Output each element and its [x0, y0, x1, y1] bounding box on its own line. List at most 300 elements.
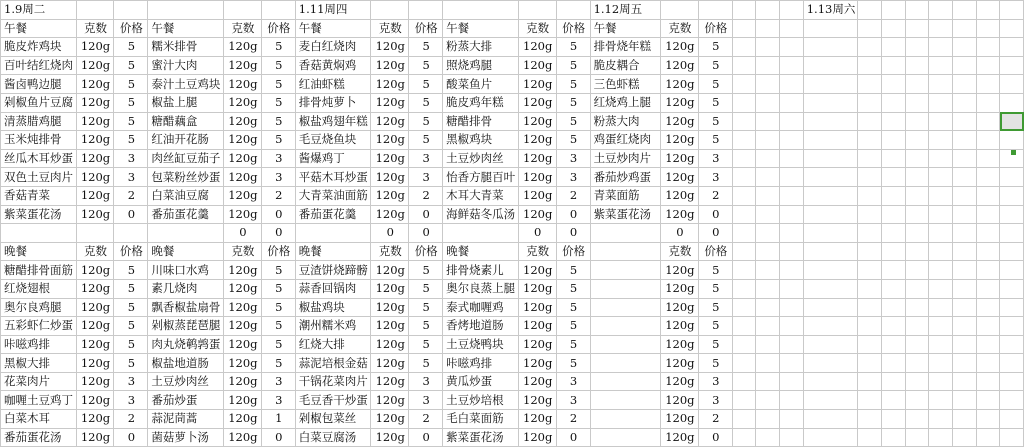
table-cell[interactable] — [929, 410, 953, 429]
table-cell[interactable] — [881, 186, 905, 205]
table-cell[interactable] — [976, 186, 1000, 205]
table-cell[interactable]: 120g — [223, 75, 261, 94]
table-cell[interactable] — [732, 93, 756, 112]
table-cell[interactable]: 5 — [698, 56, 732, 75]
table-cell[interactable] — [952, 279, 976, 298]
table-cell[interactable] — [803, 298, 858, 317]
table-cell[interactable] — [803, 75, 858, 94]
table-cell[interactable]: 青菜面筋 — [590, 186, 660, 205]
table-cell[interactable] — [952, 298, 976, 317]
table-cell[interactable]: 海鲜菇冬瓜汤 — [443, 205, 519, 224]
table-cell[interactable]: 5 — [698, 38, 732, 57]
table-cell[interactable] — [976, 224, 1000, 243]
table-cell[interactable] — [976, 298, 1000, 317]
table-cell[interactable]: 120g — [76, 261, 114, 280]
table-cell[interactable]: 剁椒蒸琵琶腿 — [148, 317, 224, 336]
table-cell[interactable] — [976, 279, 1000, 298]
table-cell[interactable] — [929, 224, 953, 243]
table-cell[interactable] — [929, 112, 953, 131]
table-cell[interactable] — [976, 168, 1000, 187]
table-cell[interactable]: 素几烧肉 — [148, 279, 224, 298]
table-cell[interactable] — [780, 335, 804, 354]
table-cell[interactable] — [756, 112, 780, 131]
table-cell[interactable]: 红烧翅根 — [1, 279, 77, 298]
table-cell[interactable]: 5 — [409, 298, 443, 317]
table-cell[interactable]: 120g — [660, 410, 698, 429]
table-cell[interactable]: 120g — [223, 372, 261, 391]
table-cell[interactable]: 0 — [261, 224, 295, 243]
table-cell[interactable] — [929, 205, 953, 224]
table-cell[interactable]: 包菜粉丝炒蛋 — [148, 168, 224, 187]
table-cell[interactable] — [1000, 354, 1024, 373]
table-cell[interactable] — [803, 317, 858, 336]
table-cell[interactable] — [732, 354, 756, 373]
table-cell[interactable]: 克数 — [660, 242, 698, 261]
table-cell[interactable] — [148, 224, 224, 243]
table-cell[interactable] — [929, 391, 953, 410]
table-cell[interactable] — [881, 279, 905, 298]
table-cell[interactable]: 120g — [76, 335, 114, 354]
table-cell[interactable]: 120g — [371, 75, 409, 94]
table-cell[interactable] — [952, 242, 976, 261]
table-cell[interactable]: 糯米排骨 — [148, 38, 224, 57]
table-cell[interactable] — [929, 186, 953, 205]
table-cell[interactable]: 番茄蛋花羹 — [295, 205, 371, 224]
table-cell[interactable]: 三色虾糕 — [590, 75, 660, 94]
table-cell[interactable] — [732, 38, 756, 57]
table-cell[interactable]: 蒜泥茼蒿 — [148, 410, 224, 429]
table-cell[interactable]: 120g — [371, 428, 409, 447]
table-cell[interactable]: 120g — [518, 410, 556, 429]
table-cell[interactable] — [780, 75, 804, 94]
table-cell[interactable]: 120g — [76, 410, 114, 429]
table-cell[interactable]: 3 — [261, 391, 295, 410]
table-cell[interactable] — [881, 391, 905, 410]
table-cell[interactable]: 咔嗞鸡排 — [1, 335, 77, 354]
table-cell[interactable] — [952, 56, 976, 75]
table-cell[interactable]: 5 — [698, 261, 732, 280]
table-cell[interactable] — [976, 261, 1000, 280]
table-cell[interactable]: 土豆炒培根 — [443, 391, 519, 410]
table-cell[interactable]: 椒盐上腿 — [148, 93, 224, 112]
table-cell[interactable] — [858, 1, 882, 20]
table-cell[interactable] — [1000, 298, 1024, 317]
table-cell[interactable]: 120g — [76, 75, 114, 94]
table-cell[interactable]: 5 — [409, 93, 443, 112]
table-cell[interactable]: 价格 — [698, 242, 732, 261]
table-cell[interactable] — [803, 428, 858, 447]
table-cell[interactable]: 糖醋藕盒 — [148, 112, 224, 131]
table-cell[interactable]: 飘香椒盐扇骨 — [148, 298, 224, 317]
table-cell[interactable]: 3 — [114, 149, 148, 168]
table-cell[interactable] — [858, 19, 882, 38]
table-cell[interactable] — [756, 298, 780, 317]
table-cell[interactable] — [780, 354, 804, 373]
table-cell[interactable] — [929, 131, 953, 150]
table-cell[interactable]: 脆皮炸鸡块 — [1, 38, 77, 57]
table-cell[interactable] — [952, 261, 976, 280]
table-cell[interactable]: 剁椒包菜丝 — [295, 410, 371, 429]
table-cell[interactable]: 3 — [261, 149, 295, 168]
table-cell[interactable]: 0 — [261, 205, 295, 224]
table-cell[interactable]: 清蒸腊鸡腿 — [1, 112, 77, 131]
table-cell[interactable]: 5 — [114, 112, 148, 131]
table-cell[interactable]: 香菇黄焖鸡 — [295, 56, 371, 75]
table-cell[interactable] — [881, 38, 905, 57]
table-cell[interactable] — [881, 56, 905, 75]
table-cell[interactable]: 白菜木耳 — [1, 410, 77, 429]
table-cell[interactable] — [223, 1, 261, 20]
table-cell[interactable]: 120g — [660, 168, 698, 187]
table-cell[interactable] — [881, 224, 905, 243]
table-cell[interactable]: 120g — [660, 354, 698, 373]
table-cell[interactable] — [858, 298, 882, 317]
table-cell[interactable]: 克数 — [518, 242, 556, 261]
table-cell[interactable]: 5 — [698, 335, 732, 354]
table-cell[interactable] — [858, 372, 882, 391]
table-cell[interactable]: 5 — [409, 335, 443, 354]
table-cell[interactable]: 5 — [261, 75, 295, 94]
table-cell[interactable] — [780, 1, 804, 20]
table-cell[interactable]: 2 — [114, 410, 148, 429]
table-cell[interactable]: 0 — [698, 428, 732, 447]
table-cell[interactable]: 120g — [518, 391, 556, 410]
table-cell[interactable] — [409, 1, 443, 20]
table-cell[interactable]: 120g — [660, 279, 698, 298]
table-cell[interactable] — [590, 317, 660, 336]
table-cell[interactable]: 价格 — [409, 19, 443, 38]
table-cell[interactable]: 平菇木耳炒蛋 — [295, 168, 371, 187]
table-cell[interactable] — [780, 149, 804, 168]
table-cell[interactable] — [952, 38, 976, 57]
table-cell[interactable] — [590, 242, 660, 261]
table-cell[interactable]: 晚餐 — [1, 242, 77, 261]
table-cell[interactable]: 120g — [660, 205, 698, 224]
table-cell[interactable]: 120g — [371, 168, 409, 187]
table-cell[interactable]: 120g — [660, 75, 698, 94]
table-cell[interactable] — [858, 149, 882, 168]
table-cell[interactable]: 价格 — [261, 242, 295, 261]
table-cell[interactable]: 120g — [223, 112, 261, 131]
table-cell[interactable] — [590, 372, 660, 391]
table-cell[interactable]: 大青菜油面筋 — [295, 186, 371, 205]
table-cell[interactable] — [976, 38, 1000, 57]
table-cell[interactable]: 1 — [261, 410, 295, 429]
table-cell[interactable] — [756, 75, 780, 94]
table-cell[interactable] — [371, 1, 409, 20]
table-cell[interactable]: 120g — [660, 391, 698, 410]
table-cell[interactable] — [1, 224, 77, 243]
table-cell[interactable]: 5 — [114, 335, 148, 354]
table-cell[interactable]: 双色土豆肉片 — [1, 168, 77, 187]
table-cell[interactable]: 紫菜蛋花汤 — [1, 205, 77, 224]
table-cell[interactable] — [1000, 279, 1024, 298]
table-cell[interactable] — [803, 131, 858, 150]
table-cell[interactable]: 0 — [409, 428, 443, 447]
table-cell[interactable]: 5 — [409, 75, 443, 94]
table-cell[interactable] — [929, 428, 953, 447]
table-cell[interactable] — [905, 56, 929, 75]
table-cell[interactable] — [732, 372, 756, 391]
table-cell[interactable]: 5 — [114, 56, 148, 75]
table-cell[interactable]: 5 — [556, 56, 590, 75]
table-cell[interactable]: 午餐 — [148, 19, 224, 38]
table-cell[interactable]: 番茄炒蛋 — [148, 391, 224, 410]
table-cell[interactable]: 晚餐 — [295, 242, 371, 261]
table-cell[interactable]: 香烤地道肠 — [443, 317, 519, 336]
table-cell[interactable] — [976, 75, 1000, 94]
table-cell[interactable] — [780, 56, 804, 75]
table-cell[interactable]: 120g — [76, 186, 114, 205]
table-cell[interactable] — [976, 1, 1000, 20]
table-cell[interactable] — [756, 391, 780, 410]
table-cell[interactable]: 5 — [698, 131, 732, 150]
table-cell[interactable] — [905, 410, 929, 429]
table-cell[interactable]: 120g — [660, 38, 698, 57]
table-cell[interactable]: 120g — [660, 149, 698, 168]
table-cell[interactable] — [952, 335, 976, 354]
table-cell[interactable]: 番茄蛋花汤 — [1, 428, 77, 447]
table-cell[interactable]: 5 — [409, 261, 443, 280]
table-cell[interactable]: 120g — [660, 428, 698, 447]
table-cell[interactable]: 120g — [518, 56, 556, 75]
table-cell[interactable] — [780, 38, 804, 57]
table-cell[interactable] — [952, 112, 976, 131]
table-cell[interactable] — [929, 19, 953, 38]
table-cell[interactable]: 120g — [371, 261, 409, 280]
table-cell[interactable] — [881, 335, 905, 354]
table-cell[interactable] — [780, 131, 804, 150]
table-cell[interactable]: 排骨烧素儿 — [443, 261, 519, 280]
table-cell[interactable]: 五彩虾仁炒蛋 — [1, 317, 77, 336]
table-cell[interactable]: 川味口水鸡 — [148, 261, 224, 280]
table-cell[interactable] — [881, 410, 905, 429]
table-cell[interactable]: 2 — [698, 186, 732, 205]
table-cell[interactable] — [976, 428, 1000, 447]
table-cell[interactable] — [590, 410, 660, 429]
table-cell[interactable]: 5 — [114, 261, 148, 280]
table-cell[interactable] — [881, 298, 905, 317]
table-cell[interactable]: 价格 — [409, 242, 443, 261]
table-cell[interactable]: 泰式咖喱鸡 — [443, 298, 519, 317]
table-cell[interactable]: 0 — [114, 428, 148, 447]
table-cell[interactable]: 排骨烧年糕 — [590, 38, 660, 57]
table-cell[interactable] — [1000, 261, 1024, 280]
table-cell[interactable] — [905, 38, 929, 57]
table-cell[interactable] — [929, 279, 953, 298]
table-cell[interactable]: 120g — [223, 410, 261, 429]
table-cell[interactable]: 120g — [518, 168, 556, 187]
table-cell[interactable]: 120g — [76, 93, 114, 112]
table-cell[interactable]: 酱卤鸭边腿 — [1, 75, 77, 94]
table-cell[interactable] — [858, 205, 882, 224]
table-cell[interactable] — [732, 391, 756, 410]
table-cell[interactable] — [756, 224, 780, 243]
table-cell[interactable]: 3 — [698, 391, 732, 410]
table-cell[interactable] — [756, 335, 780, 354]
table-cell[interactable]: 5 — [114, 298, 148, 317]
table-cell[interactable]: 克数 — [518, 19, 556, 38]
table-cell[interactable]: 黑椒大排 — [1, 354, 77, 373]
table-cell[interactable]: 120g — [518, 335, 556, 354]
table-cell[interactable] — [905, 261, 929, 280]
table-cell[interactable] — [732, 242, 756, 261]
table-cell[interactable]: 紫菜蛋花汤 — [443, 428, 519, 447]
table-cell[interactable]: 120g — [518, 279, 556, 298]
table-cell[interactable] — [1000, 75, 1024, 94]
table-cell[interactable] — [858, 410, 882, 429]
table-cell[interactable]: 蒜泥培根金菇 — [295, 354, 371, 373]
table-cell[interactable] — [556, 1, 590, 20]
table-cell[interactable]: 120g — [371, 112, 409, 131]
table-cell[interactable]: 3 — [261, 372, 295, 391]
table-cell[interactable] — [1000, 93, 1024, 112]
table-cell[interactable] — [803, 93, 858, 112]
table-cell[interactable]: 克数 — [76, 242, 114, 261]
table-cell[interactable]: 奥尔良蒸上腿 — [443, 279, 519, 298]
table-cell[interactable]: 5 — [409, 112, 443, 131]
table-cell[interactable]: 0 — [556, 205, 590, 224]
table-cell[interactable]: 120g — [223, 131, 261, 150]
table-cell[interactable]: 5 — [114, 279, 148, 298]
table-cell[interactable]: 克数 — [371, 19, 409, 38]
table-cell[interactable] — [803, 335, 858, 354]
table-cell[interactable]: 120g — [223, 335, 261, 354]
table-cell[interactable] — [881, 1, 905, 20]
table-cell[interactable] — [976, 354, 1000, 373]
table-cell[interactable] — [976, 205, 1000, 224]
table-cell[interactable]: 黑椒鸡块 — [443, 131, 519, 150]
table-cell[interactable]: 120g — [371, 186, 409, 205]
table-cell[interactable]: 120g — [660, 298, 698, 317]
table-cell[interactable] — [952, 428, 976, 447]
table-cell[interactable] — [732, 56, 756, 75]
table-cell[interactable] — [803, 112, 858, 131]
table-cell[interactable]: 120g — [660, 261, 698, 280]
table-cell[interactable] — [976, 19, 1000, 38]
table-cell[interactable] — [780, 112, 804, 131]
table-cell[interactable]: 120g — [223, 186, 261, 205]
table-cell[interactable]: 豆渣饼烧蹄髈 — [295, 261, 371, 280]
table-cell[interactable]: 120g — [223, 317, 261, 336]
table-cell[interactable] — [929, 242, 953, 261]
table-cell[interactable] — [905, 428, 929, 447]
table-cell[interactable] — [1000, 56, 1024, 75]
table-cell[interactable] — [952, 354, 976, 373]
table-cell[interactable] — [756, 261, 780, 280]
table-cell[interactable] — [881, 19, 905, 38]
table-cell[interactable]: 120g — [518, 428, 556, 447]
table-cell[interactable] — [780, 93, 804, 112]
table-cell[interactable] — [732, 75, 756, 94]
table-cell[interactable] — [881, 75, 905, 94]
table-cell[interactable] — [590, 298, 660, 317]
table-cell[interactable]: 120g — [76, 391, 114, 410]
table-cell[interactable] — [443, 1, 519, 20]
table-cell[interactable] — [1000, 410, 1024, 429]
table-cell[interactable]: 5 — [261, 56, 295, 75]
table-cell[interactable]: 照烧鸡腿 — [443, 56, 519, 75]
table-cell[interactable] — [756, 410, 780, 429]
table-cell[interactable] — [756, 131, 780, 150]
table-cell[interactable]: 120g — [371, 38, 409, 57]
table-cell[interactable] — [952, 224, 976, 243]
table-cell[interactable] — [929, 335, 953, 354]
table-cell[interactable] — [905, 19, 929, 38]
table-cell[interactable] — [976, 335, 1000, 354]
table-cell[interactable]: 0 — [698, 205, 732, 224]
table-cell[interactable]: 2 — [409, 410, 443, 429]
table-cell[interactable]: 5 — [556, 112, 590, 131]
table-cell[interactable] — [76, 224, 114, 243]
table-cell[interactable]: 120g — [371, 93, 409, 112]
table-cell[interactable] — [881, 317, 905, 336]
table-cell[interactable] — [803, 205, 858, 224]
table-cell[interactable] — [780, 224, 804, 243]
table-cell[interactable] — [976, 56, 1000, 75]
table-cell[interactable] — [905, 391, 929, 410]
table-cell[interactable] — [952, 131, 976, 150]
table-cell[interactable]: 5 — [556, 279, 590, 298]
table-cell[interactable]: 120g — [223, 261, 261, 280]
table-cell[interactable] — [976, 317, 1000, 336]
table-cell[interactable]: 120g — [223, 279, 261, 298]
table-cell[interactable]: 5 — [698, 75, 732, 94]
table-cell[interactable] — [858, 168, 882, 187]
table-cell[interactable] — [1000, 242, 1024, 261]
table-cell[interactable] — [590, 335, 660, 354]
table-cell[interactable] — [114, 224, 148, 243]
table-cell[interactable] — [929, 354, 953, 373]
table-cell[interactable]: 午餐 — [443, 19, 519, 38]
table-cell[interactable]: 5 — [556, 298, 590, 317]
table-cell[interactable] — [803, 242, 858, 261]
table-cell[interactable] — [732, 298, 756, 317]
table-cell[interactable] — [929, 261, 953, 280]
table-cell[interactable]: 5 — [114, 38, 148, 57]
table-cell[interactable]: 白菜豆腐汤 — [295, 428, 371, 447]
table-cell[interactable]: 120g — [371, 298, 409, 317]
table-cell[interactable]: 120g — [223, 354, 261, 373]
table-cell[interactable]: 3 — [409, 149, 443, 168]
table-cell[interactable] — [518, 1, 556, 20]
table-cell[interactable] — [756, 1, 780, 20]
table-cell[interactable] — [952, 205, 976, 224]
table-cell[interactable]: 毛白菜面筋 — [443, 410, 519, 429]
table-cell[interactable] — [803, 186, 858, 205]
table-cell[interactable] — [803, 56, 858, 75]
table-cell[interactable] — [905, 168, 929, 187]
table-cell[interactable] — [905, 335, 929, 354]
table-cell[interactable]: 2 — [261, 186, 295, 205]
table-cell[interactable]: 番茄蛋花羹 — [148, 205, 224, 224]
table-cell[interactable]: 5 — [698, 354, 732, 373]
table-cell[interactable]: 脆皮耦合 — [590, 56, 660, 75]
table-cell[interactable]: 120g — [518, 354, 556, 373]
table-cell[interactable] — [858, 391, 882, 410]
table-cell[interactable]: 百叶结红烧肉 — [1, 56, 77, 75]
table-cell[interactable] — [261, 1, 295, 20]
table-cell[interactable] — [881, 372, 905, 391]
table-cell[interactable] — [905, 298, 929, 317]
table-cell[interactable] — [660, 1, 698, 20]
table-cell[interactable] — [952, 19, 976, 38]
table-cell[interactable] — [1000, 224, 1024, 243]
table-cell[interactable]: 剁椒鱼片豆腐 — [1, 93, 77, 112]
table-cell[interactable] — [732, 317, 756, 336]
table-cell[interactable] — [858, 317, 882, 336]
table-cell[interactable]: 肉丸烧鹌鹑蛋 — [148, 335, 224, 354]
